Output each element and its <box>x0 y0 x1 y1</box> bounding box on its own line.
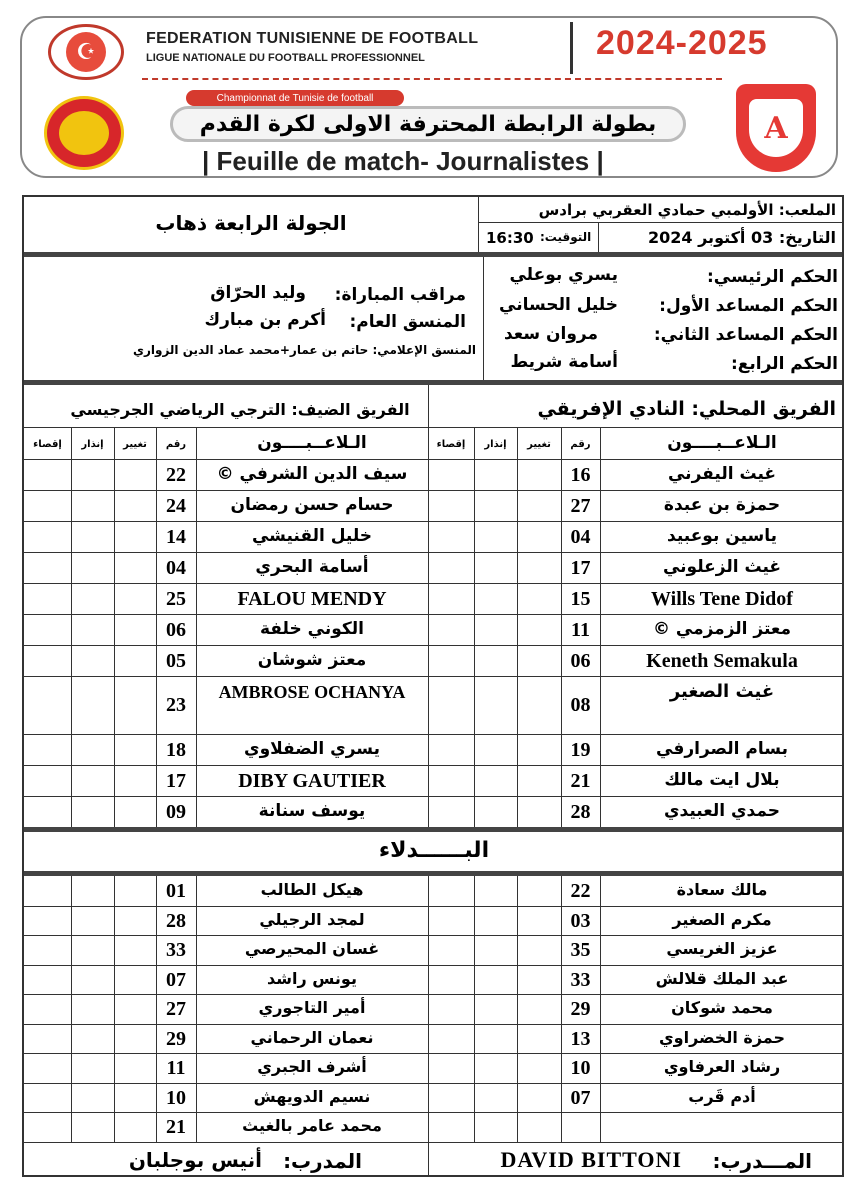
away-starter-name: معتز شوشان <box>257 650 367 670</box>
away-sub-number: 01 <box>166 880 186 902</box>
media-coordinator: المنسق الإعلامي: حاتم بن عمار+محمد عماد الدين الزواري <box>132 343 476 357</box>
row-divider <box>24 645 842 646</box>
home-starter-number: 27 <box>570 495 591 517</box>
away-sub-number: 11 <box>166 1057 186 1079</box>
home-starter-number: 15 <box>570 588 591 610</box>
home-starter-number: 08 <box>570 694 591 716</box>
fourth-label: الحكم الرابع: <box>730 354 838 374</box>
fourth-name: أسامة شريط <box>510 352 618 372</box>
row-divider <box>24 906 842 907</box>
away-sub-name: لمجد الرجيلي <box>259 910 365 929</box>
away-sub-number: 33 <box>166 939 186 961</box>
home-col-expulsion: إقصاء <box>436 439 466 450</box>
home-sub-name: حمزة الخضراوي <box>658 1028 786 1047</box>
column-divider <box>71 427 72 827</box>
column-divider <box>196 427 197 827</box>
home-coach-label: المـــدرب: <box>712 1149 812 1173</box>
assistant2-name: مروان سعد <box>503 324 598 344</box>
federation-name: FEDERATION TUNISIENNE DE FOOTBALL <box>146 30 479 47</box>
away-col-number: رقم <box>165 439 187 450</box>
home-starter-number: 21 <box>570 770 591 792</box>
divider <box>483 257 484 380</box>
home-starter-number: 19 <box>570 739 591 761</box>
away-team-label: الفريق الضيف: الترجي الرياضي الجرجيسي <box>70 400 410 419</box>
row-divider <box>24 1024 842 1025</box>
away-sub-number: 10 <box>166 1087 186 1109</box>
center-divider <box>428 876 429 1142</box>
thick-divider <box>24 252 842 257</box>
away-col-expulsion: إقصاء <box>33 439 62 450</box>
away-starter-name: خليل القنيشي <box>251 526 373 546</box>
tree-icon <box>59 111 109 155</box>
home-sub-number: 10 <box>570 1057 591 1079</box>
bench-title: البــــــدلاء <box>378 838 490 863</box>
home-sub-number: 03 <box>570 910 591 932</box>
home-coach-name: DAVID BITTONI <box>500 1147 682 1172</box>
home-starter-name: غيث اليفرني <box>667 464 776 484</box>
away-sub-number: 07 <box>166 969 186 991</box>
away-col-warning: إنذار <box>81 439 104 450</box>
coordinator-name: أكرم بن مبارك <box>204 310 326 330</box>
divider <box>24 459 842 460</box>
home-col-change: تغيير <box>527 439 551 450</box>
home-sub-number: 29 <box>570 998 591 1020</box>
home-starter-number: 06 <box>570 650 591 672</box>
away-starter-number: 25 <box>166 588 186 610</box>
column-divider <box>196 876 197 1142</box>
row-divider <box>24 734 842 735</box>
column-divider <box>517 427 518 827</box>
league-title-ar: بطولة الرابطة المحترفة الاولى لكرة القدم <box>170 106 686 142</box>
divider <box>598 222 599 252</box>
row-divider <box>24 994 842 995</box>
home-sub-name: أدم قَرب <box>688 1087 756 1106</box>
league-name: LIGUE NATIONALE DU FOOTBALL PROFESSIONNEL <box>146 52 425 64</box>
observer-label: مراقب المباراة: <box>334 285 466 305</box>
away-starter-name: سيف الدين الشرفي © <box>216 464 408 484</box>
home-starter-name: Wills Tene Didof <box>651 588 793 610</box>
season-label: 2024-2025 <box>596 24 768 62</box>
away-starter-number: 04 <box>166 557 186 579</box>
row-divider <box>24 490 842 491</box>
home-club-logo <box>736 84 816 172</box>
dashed-divider <box>142 78 722 80</box>
away-sub-name: أشرف الجبري <box>257 1057 367 1076</box>
row-divider <box>24 935 842 936</box>
away-starter-name: حسام حسن رمضان <box>230 495 394 515</box>
away-sub-number: 29 <box>166 1028 186 1050</box>
away-starter-name: الكوني خلفة <box>260 619 364 639</box>
thick-divider <box>24 380 842 385</box>
away-starter-number: 14 <box>166 526 186 548</box>
away-starter-name: يوسف سنانة <box>258 801 366 821</box>
match-time: 16:30 <box>486 229 534 247</box>
home-sub-number: 33 <box>570 969 591 991</box>
home-starter-number: 04 <box>570 526 591 548</box>
away-starter-number: 06 <box>166 619 186 641</box>
coordinator-label: المنسق العام: <box>349 312 466 332</box>
away-sub-number: 21 <box>166 1116 186 1138</box>
stadium: الملعب: الأولمبي حمادي العقربي برادس <box>538 201 836 219</box>
column-divider <box>114 427 115 827</box>
away-sub-number: 28 <box>166 910 186 932</box>
away-starter-number: 09 <box>166 801 186 823</box>
row-divider <box>24 614 842 615</box>
column-divider <box>114 876 115 1142</box>
home-sub-name: رشاد العرفاوي <box>663 1057 781 1076</box>
away-starter-name: يسري الضفلاوي <box>243 739 380 759</box>
federation-logo: ☪ <box>48 24 124 80</box>
home-sub-number: 35 <box>570 939 591 961</box>
home-col-players: الـلاعــبــــون <box>667 433 777 453</box>
column-divider <box>600 427 601 827</box>
away-starter-name: AMBROSE OCHANYA <box>218 682 406 702</box>
home-starter-name: غيث الصغير <box>669 681 775 702</box>
away-club-logo <box>44 96 124 170</box>
home-starter-number: 28 <box>570 801 591 823</box>
away-sub-name: نسيم الدويهش <box>253 1087 371 1106</box>
home-sub-number: 22 <box>570 880 591 902</box>
home-starter-name: بلال ايت مالك <box>664 770 780 790</box>
column-divider <box>600 876 601 1142</box>
divider <box>24 1142 842 1143</box>
header-divider <box>570 22 573 74</box>
away-coach-name: أنيس بوجلبان <box>128 1148 262 1172</box>
home-sub-number: 07 <box>570 1087 591 1109</box>
home-starter-name: معتز الزمزمي © <box>652 619 792 639</box>
away-starter-number: 23 <box>166 694 186 716</box>
row-divider <box>24 1112 842 1113</box>
row-divider <box>24 1053 842 1054</box>
home-team-label: الفريق المحلي: النادي الإفريقي <box>537 398 836 420</box>
home-sub-name: عبد الملك قلالش <box>655 969 789 988</box>
home-starter-name: Keneth Semakula <box>646 650 798 672</box>
column-divider <box>474 876 475 1142</box>
away-sub-number: 27 <box>166 998 186 1020</box>
club-africain-crest-icon: A <box>749 99 803 157</box>
away-coach-label: المدرب: <box>283 1149 362 1173</box>
home-col-warning: إنذار <box>484 439 507 450</box>
home-starter-name: بسام الصرارفي <box>656 739 788 759</box>
observer-name: وليد الحرّاق <box>210 283 306 303</box>
home-starter-number: 17 <box>570 557 591 579</box>
row-divider <box>24 552 842 553</box>
thick-divider <box>24 827 842 832</box>
divider <box>24 427 842 428</box>
assistant1-label: الحكم المساعد الأول: <box>659 296 838 316</box>
row-divider <box>24 583 842 584</box>
home-starter-name: حمزة بن عبدة <box>663 495 781 515</box>
sheet-title: | Feuille de match- Journalistes | <box>202 146 604 176</box>
away-sub-name: يونس راشد <box>267 969 357 988</box>
column-divider <box>474 427 475 827</box>
column-divider <box>71 876 72 1142</box>
home-starter-name: غيث الزعلوني <box>662 557 782 577</box>
home-sub-name: مالك سعادة <box>676 880 768 899</box>
home-sub-number: 13 <box>570 1028 591 1050</box>
home-col-number: رقم <box>570 439 591 450</box>
home-starter-name: حمدي العبيدي <box>663 801 781 821</box>
away-starter-name: DIBY GAUTIER <box>238 770 386 792</box>
divider <box>478 197 479 252</box>
divider <box>428 1142 429 1177</box>
away-starter-number: 24 <box>166 495 186 517</box>
row-divider <box>24 676 842 677</box>
home-starter-name: ياسين بوعبيد <box>667 526 777 546</box>
away-starter-number: 05 <box>166 650 186 672</box>
away-starter-name: FALOU MENDY <box>237 588 387 610</box>
row-divider <box>24 965 842 966</box>
match-sheet-table <box>22 195 844 1177</box>
divider <box>478 222 844 223</box>
thick-divider <box>24 871 842 876</box>
referee-name: يسري بوعلي <box>509 265 618 285</box>
round-label: الجولة الرابعة ذهاب <box>155 211 347 235</box>
row-divider <box>24 765 842 766</box>
time-label: التوقيت: <box>540 230 592 244</box>
away-sub-name: محمد عامر بالغيث <box>242 1116 382 1135</box>
row-divider <box>24 521 842 522</box>
away-starter-number: 18 <box>166 739 186 761</box>
away-starter-name: أسامة البحري <box>255 557 369 577</box>
home-sub-name: محمد شوكان <box>671 998 773 1017</box>
match-date: التاريخ: 03 أكتوبر 2024 <box>648 228 836 247</box>
column-divider <box>517 876 518 1142</box>
away-sub-name: غسان المحيرصي <box>244 939 380 958</box>
away-starter-number: 22 <box>166 464 186 486</box>
row-divider <box>24 796 842 797</box>
assistant1-name: خليل الحساني <box>499 295 618 315</box>
away-sub-name: هيكل الطالب <box>260 880 364 899</box>
away-starter-number: 17 <box>166 770 186 792</box>
home-sub-name: عزيز الغريسي <box>666 939 778 958</box>
home-sub-name: مكرم الصغير <box>672 910 772 929</box>
header-banner <box>20 16 838 178</box>
away-sub-name: نعمان الرحماني <box>250 1028 374 1047</box>
away-col-players: الـلاعــبــــون <box>257 433 367 453</box>
home-starter-number: 11 <box>571 619 590 641</box>
assistant2-label: الحكم المساعد الثاني: <box>653 325 838 345</box>
championship-label: Championnat de Tunisie de football <box>186 90 404 106</box>
row-divider <box>24 1083 842 1084</box>
home-starter-number: 16 <box>570 464 591 486</box>
referee-label: الحكم الرئيسي: <box>706 267 838 287</box>
away-col-change: تغيير <box>123 439 147 450</box>
away-sub-name: أمير التاجوري <box>258 998 366 1017</box>
